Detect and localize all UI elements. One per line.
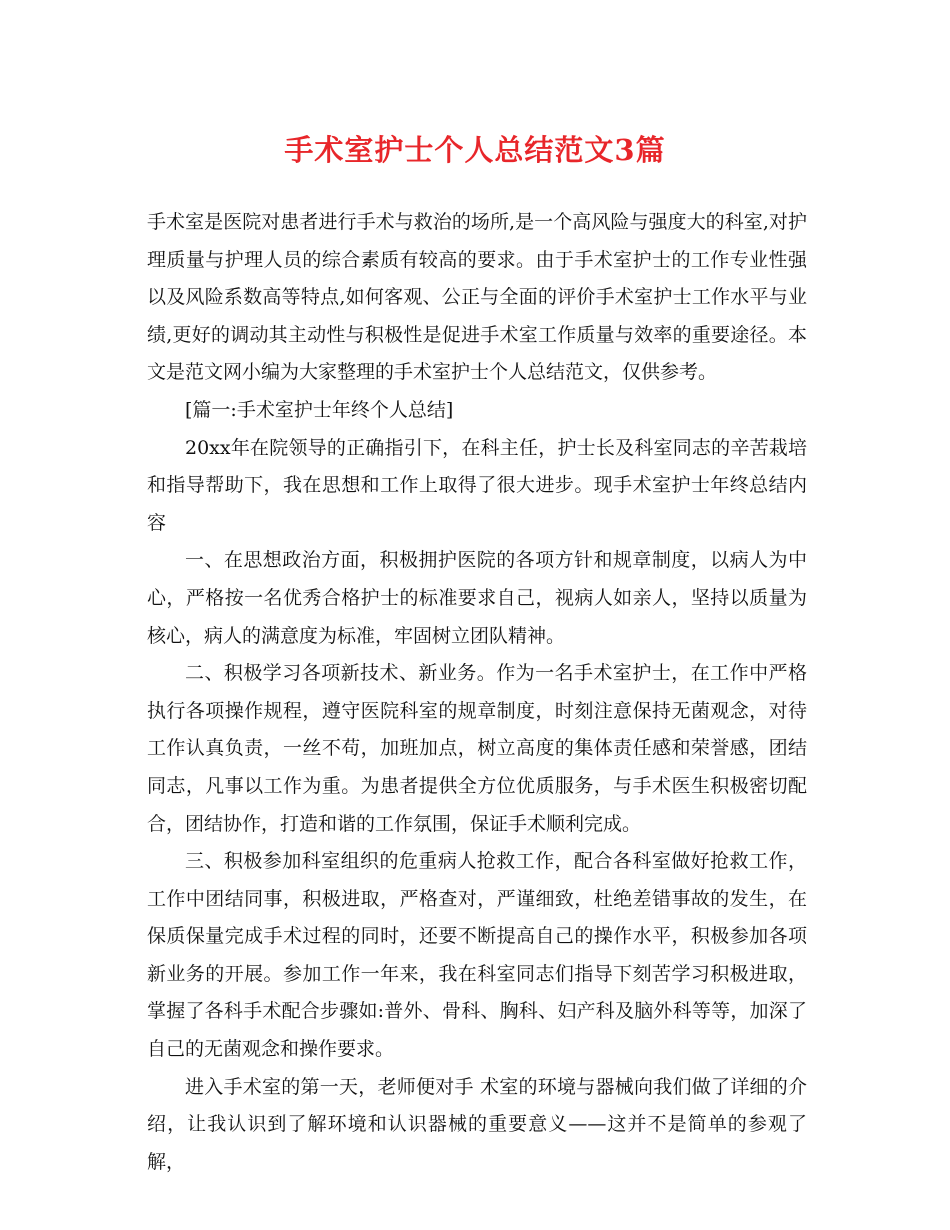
paragraph-point-one: 一、在思想政治方面，积极拥护医院的各项方针和规章制度，以病人为中心，严格按一名优秀合格护士的标准要求自己，视病人如亲人，坚持以质量为核心，病人的满意度为标准，牢固树立团队精神。 [147,549,807,647]
paragraph-first-day: 进入手术室的第一天，老师便对手 术室的环境与器械向我们做了详细的介绍，让我认识到了解环境和认识器械的重要意义——这并不是简单的参观了解， [147,1075,807,1173]
paragraph-intro: 手术室是医院对患者进行手术与救治的场所,是一个高风险与强度大的科室,对护理质量与护理人员的综合素质有较高的要求。由于手术室护士的工作专业性强以及风险系数高等特点,如何客观、公正与全面的评价手术室护士工作水平与业绩,更好的调动其主动性与积极性是促进手术室工作质量与效率的重要途径。本文是范文网小编为大家整理的手术室护士个人总结范文，仅供参考。 [147,211,807,384]
paragraph-point-two: 二、积极学习各项新技术、新业务。作为一名手术室护士，在工作中严格执行各项操作规程，遵守医院科室的规章制度，时刻注意保持无菌观念，对待工作认真负责，一丝不苟，加班加点，树立高度的集体责任感和荣誉感，团结同志，凡事以工作为重。为患者提供全方位优质服务，与手术医生积极密切配合，团结协作，打造和谐的工作氛围，保证手术顺利完成。 [147,662,807,835]
document-body [147,204,807,1181]
document-title: 手术室护士个人总结范文3篇 [284,133,666,167]
paragraph-point-three: 三、积极参加科室组织的危重病人抢救工作，配合各科室做好抢救工作，工作中团结同事，积极进取，严格查对，严谨细致，杜绝差错事故的发生，在保质保量完成手术过程的同时，还要不断提高自己的操作水平，积极参加各项新业务的开展。参加工作一年来，我在科室同志们指导下刻苦学习积极进取，掌握了各科手术配合步骤如:普外、骨科、胸科、妇产科及脑外科等等，加深了自己的无菌观念和操作要求。 [147,850,807,1061]
paragraph-opening: 20xx年在院领导的正确指引下，在科主任，护士长及科室同志的辛苦栽培和指导帮助下，我在思想和工作上取得了很大进步。现手术室护士年终总结内容 [147,436,807,534]
paragraph-section-heading: [篇一:手术室护士年终个人总结] [185,398,454,421]
